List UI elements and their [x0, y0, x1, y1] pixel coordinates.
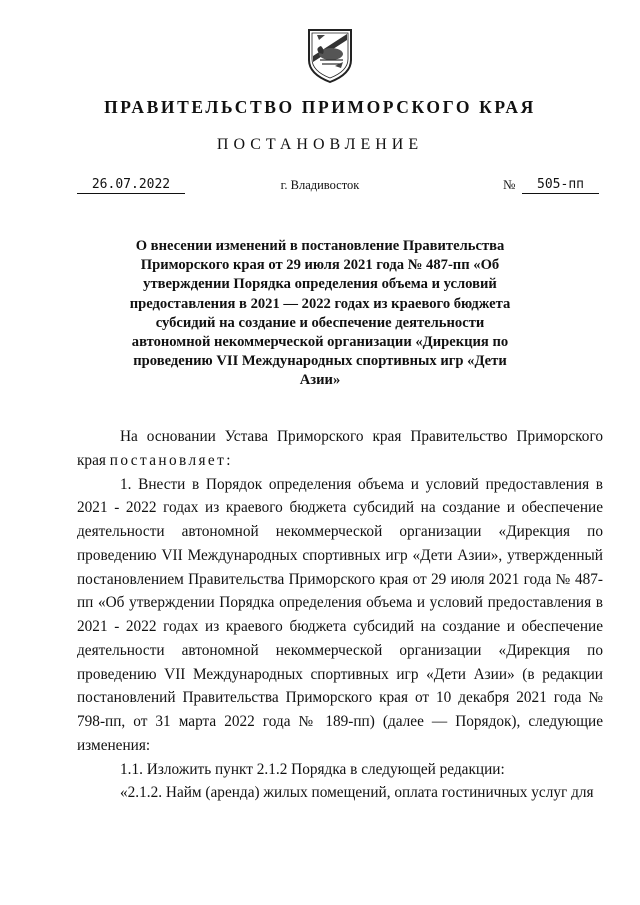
item-1-1-paragraph: 1.1. Изложить пункт 2.1.2 Порядка в следующей редакции: — [120, 760, 505, 778]
preamble-text: На основании Устава Приморского края Правительство Приморского края — [77, 428, 603, 469]
decree-city: г. Владивосток — [280, 178, 360, 192]
decree-number: 505-пп — [522, 177, 599, 194]
coat-of-arms-emblem — [305, 26, 355, 84]
decree-number-label: № — [503, 177, 516, 192]
decree-title: О внесении изменений в постановление Правительства Приморского края от 29 июля 2021 года № 487-пп «Об утверждении Порядка определения объема и условий предоставления в 2021 — 2022 годах из краевого бюджета субсидий на создание и обеспечение деятельности автономной некоммерческой организации «Дирекция по проведению VII Международных спортивных игр «Дети Азии» — [129, 238, 511, 389]
preamble-paragraph — [77, 425, 603, 473]
item-1-paragraph: 1. Внести в Порядок определения объема и условий предоставления в 2021 - 2022 годах из краевого бюджета субсидий на создание и обеспечение деятельности автономной некоммерческой организации «Дирекция по проведению VII Международных спортивных игр «Дети Азии», утвержденный постановлением Правительства Приморского края от 29 июля 2021 года № 487-пп «Об утверждении Порядка определения объема и условий предоставления в 2021 - 2022 годах из краевого бюджета субсидий на создание и обеспечение деятельности автономной некоммерческой организации «Дирекция по проведению VII Международных спортивных игр «Дети Азии» (в редакции постановлений Правительства Приморского края от 10 декабря 2021 года № 798-пп, от 31 марта 2022 года № 189-пп) (далее — Порядок), следующие изменения: — [77, 475, 603, 754]
document-type: ПОСТАНОВЛЕНИЕ — [216, 136, 424, 153]
government-name: ПРАВИТЕЛЬСТВО ПРИМОРСКОГО КРАЯ — [104, 97, 536, 117]
item-2-1-2-paragraph: «2.1.2. Найм (аренда) жилых помещений, оплата гостиничных услуг для — [120, 784, 594, 802]
decree-date: 26.07.2022 — [77, 177, 185, 194]
preamble-verb: постановляет: — [109, 451, 233, 469]
decree-body — [77, 425, 603, 805]
